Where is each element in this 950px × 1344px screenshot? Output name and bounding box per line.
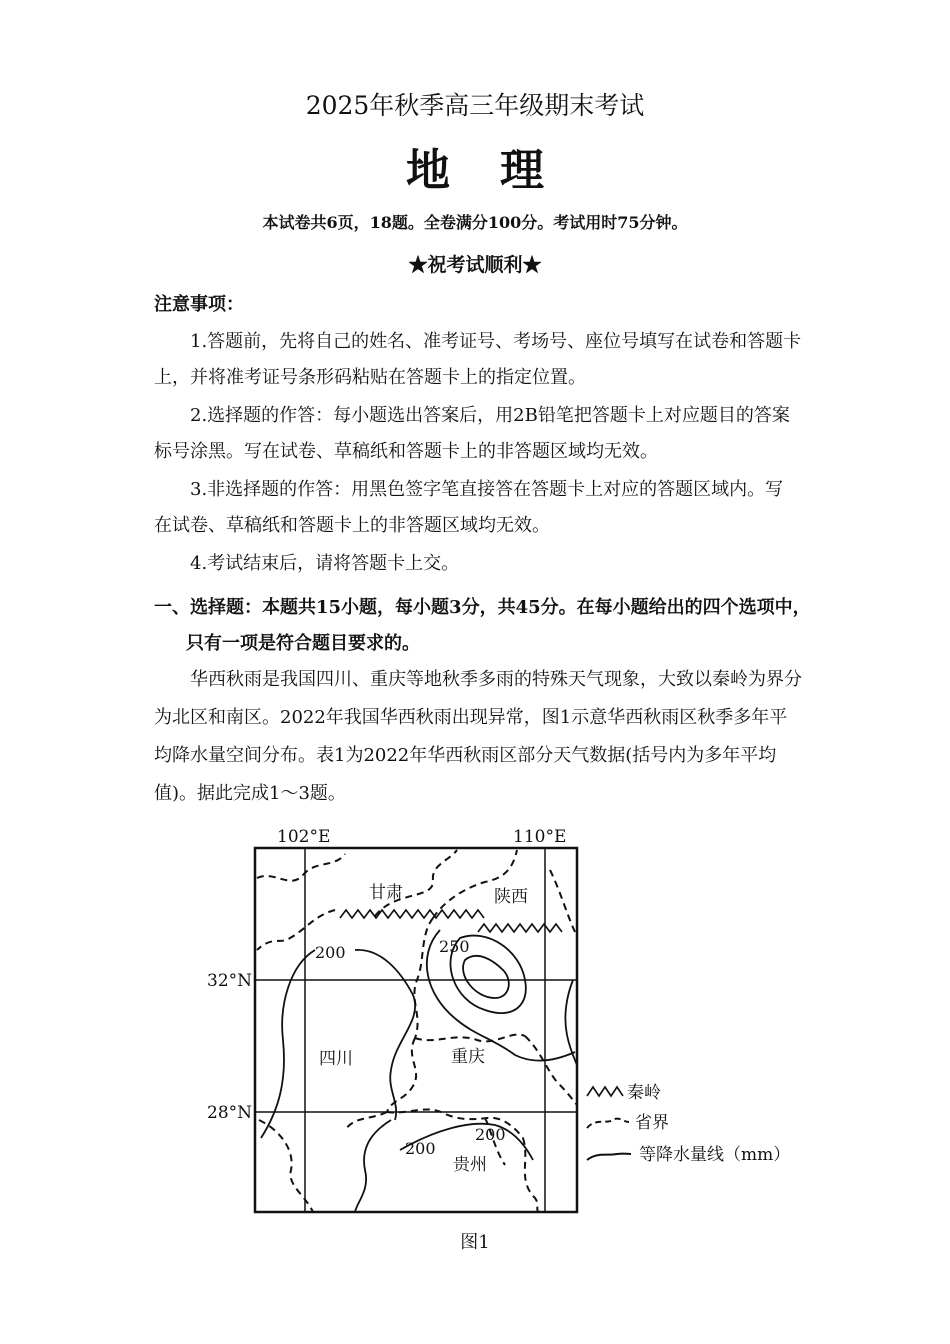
section-heading-line-2: 只有一项是符合题目要求的。 — [186, 633, 420, 654]
good-luck-banner: ★祝考试顺利★ — [408, 254, 542, 276]
exam-title: 2025年秋季高三年级期末考试 — [305, 91, 645, 120]
passage-line-2: 为北区和南区。2022年我国华西秋雨出现异常，图1示意华西秋雨区秋季多年平 — [154, 707, 788, 728]
notice-item-1-line-2: 上，并将准考证号条形码粘贴在答题卡上的指定位置。 — [154, 367, 586, 388]
notice-item-3-line-2: 在试卷、草稿纸和答题卡上的非答题区域均无效。 — [154, 515, 550, 536]
contour-label-200-east: 200 — [475, 1125, 506, 1144]
notice-item-4: 4.考试结束后，请将答题卡上交。 — [190, 553, 460, 574]
contour-label-200-west: 200 — [315, 943, 346, 962]
region-guizhou: 贵州 — [453, 1155, 487, 1175]
region-shaanxi: 陕西 — [494, 887, 528, 907]
qinling-mountains-east — [478, 924, 562, 932]
lat-label-top: 32°N — [207, 971, 253, 991]
legend-boundary-symbol — [587, 1119, 629, 1128]
contour-label-200-south: 200 — [405, 1139, 436, 1158]
notice-item-3-line-1: 3.非选择题的作答：用黑色签字笔直接答在答题卡上对应的答题区域内。写 — [190, 479, 784, 500]
subject-title: 地理 — [406, 145, 594, 196]
notice-item-2-line-2: 标号涂黑。写在试卷、草稿纸和答题卡上的非答题区域均无效。 — [154, 441, 658, 462]
legend-boundary: 省界 — [635, 1113, 669, 1133]
notice-item-1-line-1: 1.答题前，先将自己的姓名、准考证号、考场号、座位号填写在试卷和答题卡 — [190, 331, 802, 352]
legend-isohyet: 等降水量线（mm） — [639, 1145, 791, 1165]
notice-heading: 注意事项： — [154, 294, 244, 315]
legend-isohyet-symbol — [587, 1154, 631, 1160]
lon-label-right: 110°E — [513, 827, 567, 847]
region-chongqing: 重庆 — [451, 1047, 485, 1067]
contour-label-250: 250 — [439, 937, 470, 956]
legend-qinling: 秦岭 — [627, 1083, 661, 1103]
region-sichuan: 四川 — [319, 1049, 353, 1069]
section-heading-line-1: 一、选择题：本题共15小题，每小题3分，共45分。在每小题给出的四个选项中， — [154, 597, 811, 618]
legend-mountain-symbol — [587, 1087, 623, 1096]
isohyet-200-west — [261, 950, 315, 1138]
lat-label-bottom: 28°N — [207, 1103, 253, 1123]
map-legend — [587, 1083, 790, 1165]
qinling-mountains — [340, 910, 484, 918]
isohyet-east — [565, 980, 577, 1065]
isohyet-lines — [261, 930, 577, 1212]
lon-label-left: 102°E — [277, 827, 331, 847]
isohyet-300-core — [463, 956, 509, 998]
figure-1-map — [195, 820, 815, 1220]
exam-info: 本试卷共6页，18题。全卷满分100分。考试用时75分钟。 — [262, 213, 688, 232]
isohyet-200-south — [355, 1120, 391, 1212]
passage-line-4: 值)。据此完成1～3题。 — [154, 783, 346, 804]
passage-line-1: 华西秋雨是我国四川、重庆等地秋季多雨的特殊天气现象，大致以秦岭为界分 — [190, 669, 802, 690]
region-gansu: 甘肃 — [369, 883, 403, 903]
passage-line-3: 均降水量空间分布。表1为2022年华西秋雨区部分天气数据(括号内为多年平均 — [154, 745, 777, 766]
notice-item-2-line-1: 2.选择题的作答：每小题选出答案后，用2B铅笔把答题卡上对应题目的答案 — [190, 405, 790, 426]
figure-caption: 图1 — [460, 1232, 490, 1253]
